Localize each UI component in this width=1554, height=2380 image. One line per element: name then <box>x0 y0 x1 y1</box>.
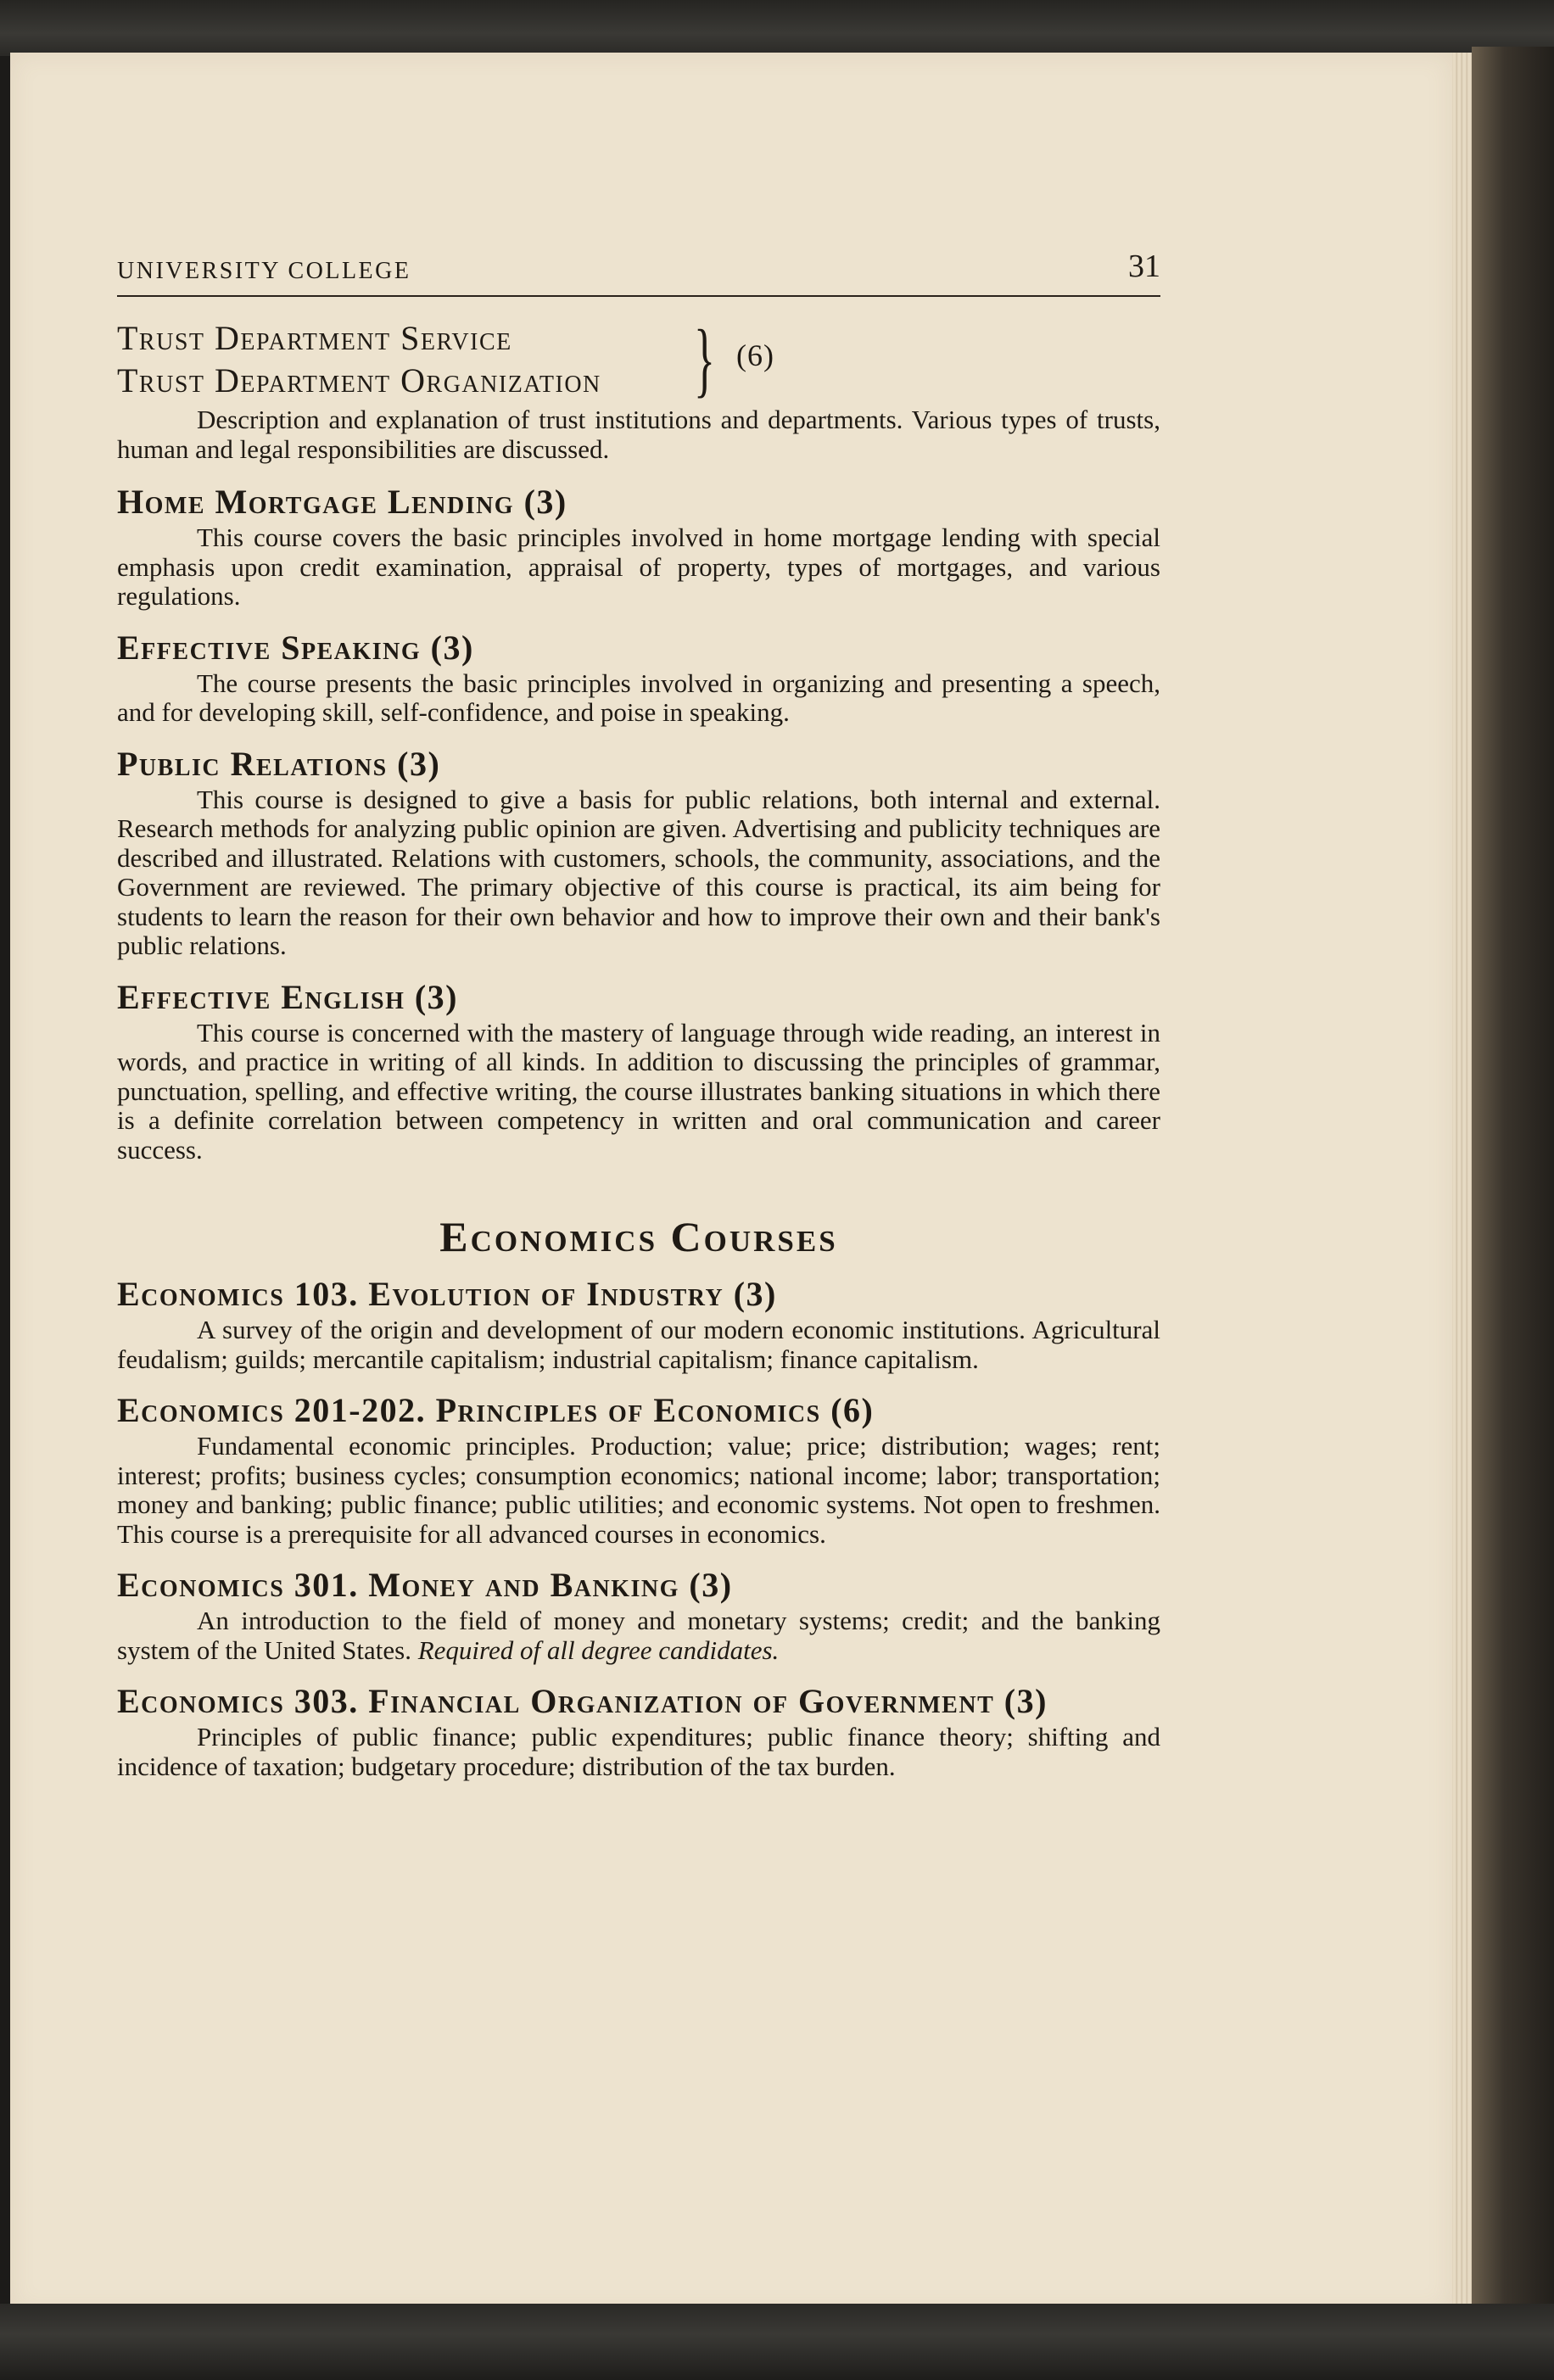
course-title: Economics 301. Money and Banking (3) <box>117 1566 733 1604</box>
course-description: This course is designed to give a basis for public relations, both internal and external. Research methods for analyzing public opinion are given. Advertising and publicity techniques are described and illustrated. Relations with customers, schools, the community, associations, and the Government are reviewed. The primary objective of this course is practical, its aim being for students to learn the reason for their own behavior and how to improve their own and their bank's public relations. <box>117 784 1160 960</box>
course-description-text: An introduction to the field of money and monetary systems; credit; and the banking system of the United States. <box>117 1606 1160 1665</box>
course-title: Trust Department Organization <box>117 361 601 399</box>
page-number: 31 <box>1128 249 1160 284</box>
course-entry <box>117 1393 1160 1549</box>
course-title: Trust Department Service <box>117 319 512 357</box>
course-title: Public Relations (3) <box>117 744 441 783</box>
course-title: Economics 303. Financial Organization of Government (3) <box>117 1682 1048 1720</box>
course-description <box>117 1606 1160 1665</box>
course-description: A survey of the origin and development of our modern economic institutions. Agricultural feudalism; guilds; mercantile capitalism; industrial capitalism; finance capitalism. <box>117 1315 1160 1374</box>
course-entry <box>117 1684 1160 1781</box>
course-title: Effective English (3) <box>117 977 458 1016</box>
course-title: Home Mortgage Lending (3) <box>117 483 567 521</box>
course-description: Description and explanation of trust institutions and departments. Various types of trusts, human and legal responsibilities are discussed. <box>117 405 1160 464</box>
running-title: UNIVERSITY COLLEGE <box>117 258 411 284</box>
course-description: Fundamental economic principles. Production; value; price; distribution; wages; rent; interest; profits; business cycles; consumption economics; national income; labor; transportation; money and banking; public finance; public utilities; and economic systems. Not open to freshmen. This course is a prerequisite for all advanced courses in economics. <box>117 1431 1160 1549</box>
trust-course-pair <box>117 314 1160 407</box>
course-description: Principles of public finance; public expenditures; public finance theory; shifting and incidence of taxation; budgetary procedure; distribution of the tax burden. <box>117 1722 1160 1781</box>
course-description: This course covers the basic principles involved in home mortgage lending with special emphasis upon credit examination, appraisal of property, types of mortgages, and various regulations. <box>117 522 1160 611</box>
course-description: This course is concerned with the mastery of language through wide reading, an interest in words, and practice in writing of all kinds. In addition to discussing the principles of grammar, punctuation, spelling, and effective writing, the course illustrates banking situations in which there is a definite correlation between competency in written and oral communication and career success. <box>117 1017 1160 1165</box>
course-title: Economics 103. Evolution of Industry (3) <box>117 1275 777 1313</box>
course-entry <box>117 746 1160 961</box>
section-heading: Economics Courses <box>439 1213 838 1260</box>
book-cover-edge <box>1472 47 1554 2320</box>
running-header <box>117 246 1160 297</box>
brace-icon: } <box>694 314 715 407</box>
page-content <box>117 246 1160 1781</box>
course-entry <box>117 630 1160 728</box>
course-credits: (6) <box>736 338 774 372</box>
course-entry <box>117 1277 1160 1374</box>
course-entry <box>117 977 1160 1165</box>
course-description: The course presents the basic principles involved in organizing and presenting a speech, and for developing skill, self-confidence, and poise in speaking. <box>117 668 1160 727</box>
course-entry <box>117 484 1160 612</box>
book-binding-top <box>0 0 1554 56</box>
course-title: Effective Speaking (3) <box>117 628 474 667</box>
book-binding-bottom <box>0 2304 1554 2380</box>
course-requirement-note: Required of all degree candidates. <box>417 1634 780 1665</box>
course-entry <box>117 1567 1160 1665</box>
course-title: Economics 201-202. Principles of Economics (6) <box>117 1391 875 1429</box>
